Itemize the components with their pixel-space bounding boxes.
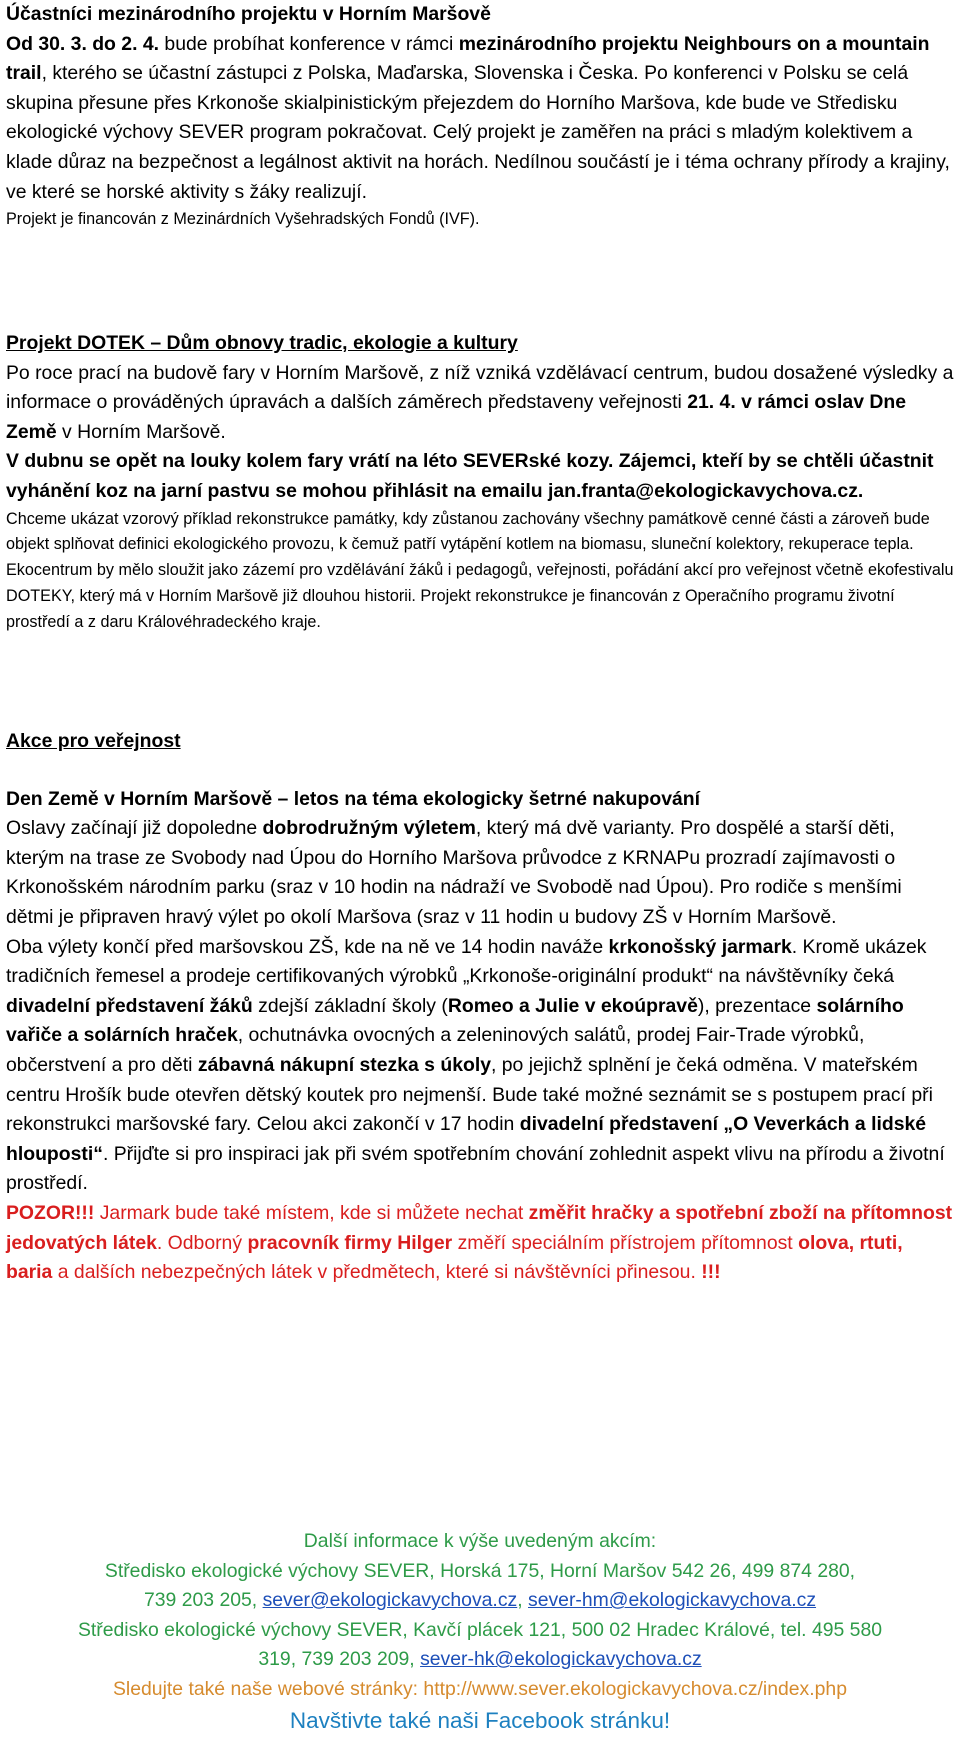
event-title: Den Země v Horním Maršově – letos na téma ekologicky šetrné nakupování [6, 787, 700, 810]
footer-intro: Další informace k výše uvedeným akcím: [303, 1530, 657, 1552]
facebook-line[interactable]: Navštivte také naši Facebook stránku! [289, 1707, 671, 1733]
warning-paragraph: POZOR!!! Jarmark bude také místem, kde si můžete nechat změřit hračky a spotřební zboží na přítomnost jedovatých látek. Odborný pracovník firmy Hilger změří speciálním přístrojem přítomnost olova, rtuti, baria a dalších nebezpečných látek v předmětech, které si návštěvníci přinesou. !!! [6, 1201, 953, 1284]
paragraph: Po roce prací na budově fary v Horním Maršově, z níž vzniká vzdělávací centrum, budou dosažené výsledky a informace o prováděných úpravách a dalších záměrech představeny veřejnosti 21. 4. v rámci oslav Dne Země v Horním Maršově. [6, 361, 954, 443]
section-title: Akce pro veřejnost [6, 730, 181, 752]
section-title: Projekt DOTEK – Dům obnovy tradic, ekologie a kultury [6, 332, 518, 354]
footer-contact-line: 739 203 205, sever@ekologickavychova.cz, sever-hm@ekologickavychova.cz [143, 1589, 817, 1612]
paragraph: Oba výlety končí před maršovskou ZŠ, kde na ně ve 14 hodin naváže krkonošský jarmark. Kromě ukázek tradičních řemesel a prodeje certifikovaných výrobků „Krkonoše-originální produkt“ na návštěvníky čeká divadelní představení žáků zdejší základní školy (Romeo a Julie v ekoúpravě), prezentace solárního vařiče a solárních hraček, ochutnávka ovocných a zeleninových salátů, prodej Fair-Trade výrobků, občerstvení a pro děti zábavná nákupní stezka s úkoly, po jejichž splnění je čeká odměna. V mateřském centru Hrošík bude otevřen dětský koutek pro nejmenší. Bude také možné seznámit se s postupem prací při rekonstrukci maršovské fary. Celou akci zakončí v 17 hodin divadelní představení „O Veverkách a lidské hlouposti“. Přijďte si pro inspiraci jak při svém spotřebním chování zohlednit aspekt vlivu na přírodu a životní prostředí. [6, 935, 945, 1195]
contact-footer [6, 1527, 954, 1736]
email-link[interactable]: sever@ekologickavychova.cz [262, 1589, 518, 1612]
website-line[interactable]: Sledujte také naše webové stránky: http://www.sever.ekologickavychova.cz/index.php [112, 1677, 847, 1700]
paragraph: Od 30. 3. do 2. 4. bude probíhat konference v rámci mezinárodního projektu Neighbours on a mountain trail, kterého se účastní zástupci z Polska, Maďarska, Slovenska i Česka. Po konferenci v Polsku se celá skupina přesune přes Krkonoše skialpinistickým přejezdem do Horního Maršova, kde bude ve Středisku ekologické výchovy SEVER program pokračovat. Celý projekt je zaměřen na práci s mladým kolektivem a klade důraz na bezpečnost a legálnost aktivit na horách. Nedílnou součástí je i téma ochrany přírody a krajiny, ve které se horské aktivity s žáky realizují. [6, 32, 950, 203]
email-link[interactable]: sever-hm@ekologickavychova.cz [528, 1589, 817, 1612]
paragraph-small: Chceme ukázat vzorový příklad rekonstrukce památky, kdy zůstanou zachovány všechny památkově cenné části a zároveň bude objekt splňovat definici ekologického provozu, k čemuž patří vytápění kotlem na biomasu, sluneční kolektory, rekuperace tepla. Ekocentrum by mělo sloužit jako zázemí pro vzdělávání žáků i pedagogů, veřejnosti, pořádání akcí pro veřejnost včetně ekofestivalu DOTEKY, který má v Horním Maršově již dlouhou historii. Projekt rekonstrukce je financován z Operačního programu životní prostředí a z daru Královéhradeckého kraje. [6, 509, 954, 631]
footer-address-line: Středisko ekologické výchovy SEVER, Kavčí plácek 121, 500 02 Hradec Králové, tel. 495 580 [77, 1618, 883, 1641]
paragraph: Oslavy začínají již dopoledne dobrodružným výletem, který má dvě varianty. Pro dospělé a starší děti, kterým na trase ze Svobody nad Úpou do Horního Maršova průvodce z KRNAPu prozradí zajímavosti o Krkonošském národním parku (sraz v 10 hodin na nádraží ve Svobodě nad Úpou). Pro rodiče s menšími dětmi je připraven hravý výlet po okolí Maršova (sraz v 11 hodin u budovy ZŠ v Horním Maršově. [6, 817, 902, 928]
goats-announcement: V dubnu se opět na louky kolem fary vrátí na léto SEVERské kozy. Zájemci, kteří by se chtěli účastnit vyhánění koz na jarní pastvu se mohou přihlásit na emailu jan.franta@ekologickavychova.cz. [6, 450, 934, 502]
section-dotek-project [6, 329, 954, 636]
section-international-project [6, 0, 954, 233]
email-link[interactable]: sever-hk@ekologickavychova.cz [420, 1648, 702, 1671]
funding-note: Projekt je financován z Mezinárdních Vyšehradských Fondů (IVF). [6, 210, 480, 229]
section-public-events [6, 727, 954, 1288]
section-title: Účastníci mezinárodního projektu v Horním Maršově [6, 3, 491, 25]
footer-contact-line: 319, 739 203 209, sever-hk@ekologickavychova.cz [258, 1648, 702, 1671]
footer-address-line: Středisko ekologické výchovy SEVER, Horská 175, Horní Maršov 542 26, 499 874 280, [104, 1559, 856, 1582]
